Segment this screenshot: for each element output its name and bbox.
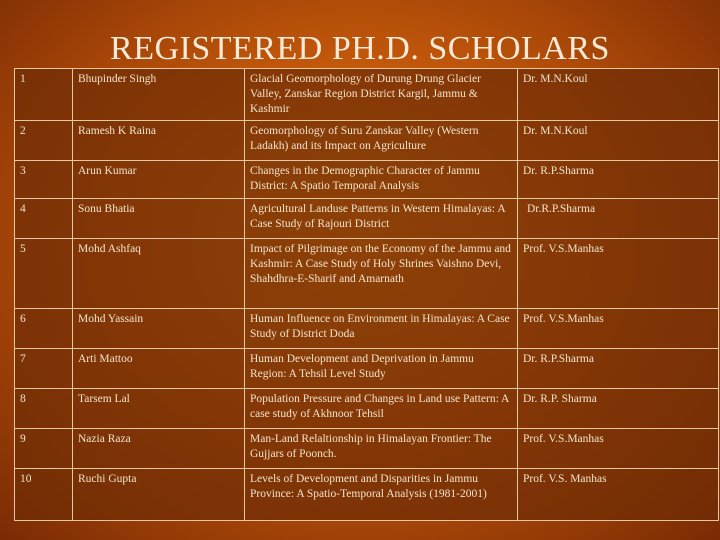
research-topic: Geomorphology of Suru Zanskar Valley (Western Ladakh) and its Impact on Agriculture [245,121,518,161]
supervisor: Dr. R.P.Sharma [518,349,719,389]
supervisor: Dr.R.P.Sharma [518,199,719,239]
supervisor: Prof. V.S. Manhas [518,469,719,521]
supervisor: Prof. V.S.Manhas [518,309,719,349]
table-row [15,69,719,121]
supervisor: Dr. M.N.Koul [518,69,719,121]
research-topic: Agricultural Landuse Patterns in Western Himalayas: A Case Study of Rajouri District [245,199,518,239]
supervisor: Prof. V.S.Manhas [518,239,719,309]
supervisor: Dr. M.N.Koul [518,121,719,161]
serial-number: 2 [15,121,73,161]
table-row [15,199,719,239]
scholar-name: Sonu Bhatia [73,199,245,239]
page-title: REGISTERED PH.D. SCHOLARS [110,30,610,67]
table-row [15,429,719,469]
research-topic: Glacial Geomorphology of Durung Drung Glacier Valley, Zanskar Region District Kargil, Jammu & Kashmir [245,69,518,121]
scholars-table [14,68,719,521]
serial-number: 4 [15,199,73,239]
research-topic: Population Pressure and Changes in Land use Pattern: A case study of Akhnoor Tehsil [245,389,518,429]
scholars-table-container [14,68,718,521]
research-topic: Man-Land Relaltionship in Himalayan Frontier: The Gujjars of Poonch. [245,429,518,469]
serial-number: 3 [15,161,73,199]
research-topic: Changes in the Demographic Character of Jammu District: A Spatio Temporal Analysis [245,161,518,199]
scholar-name: Arun Kumar [73,161,245,199]
supervisor: Dr. R.P. Sharma [518,389,719,429]
scholar-name: Bhupinder Singh [73,69,245,121]
serial-number: 1 [15,69,73,121]
scholar-name: Nazia Raza [73,429,245,469]
serial-number: 10 [15,469,73,521]
table-row [15,349,719,389]
supervisor: Prof. V.S.Manhas [518,429,719,469]
research-topic: Human Development and Deprivation in Jammu Region: A Tehsil Level Study [245,349,518,389]
scholar-name: Mohd Yassain [73,309,245,349]
research-topic: Human Influence on Environment in Himalayas: A Case Study of District Doda [245,309,518,349]
table-row [15,161,719,199]
serial-number: 6 [15,309,73,349]
table-row [15,389,719,429]
supervisor: Dr. R.P.Sharma [518,161,719,199]
table-row [15,309,719,349]
scholar-name: Arti Mattoo [73,349,245,389]
table-row [15,239,719,309]
scholar-name: Ramesh K Raina [73,121,245,161]
table-row [15,121,719,161]
serial-number: 8 [15,389,73,429]
research-topic: Levels of Development and Disparities in Jammu Province: A Spatio-Temporal Analysis (1981-2001) [245,469,518,521]
serial-number: 9 [15,429,73,469]
scholar-name: Tarsem Lal [73,389,245,429]
serial-number: 7 [15,349,73,389]
scholar-name: Ruchi Gupta [73,469,245,521]
scholar-name: Mohd Ashfaq [73,239,245,309]
table-row [15,469,719,521]
research-topic: Impact of Pilgrimage on the Economy of the Jammu and Kashmir: A Case Study of Holy Shrines Vaishno Devi, Shahdhra-E-Sharif and Amarnath [245,239,518,309]
serial-number: 5 [15,239,73,309]
